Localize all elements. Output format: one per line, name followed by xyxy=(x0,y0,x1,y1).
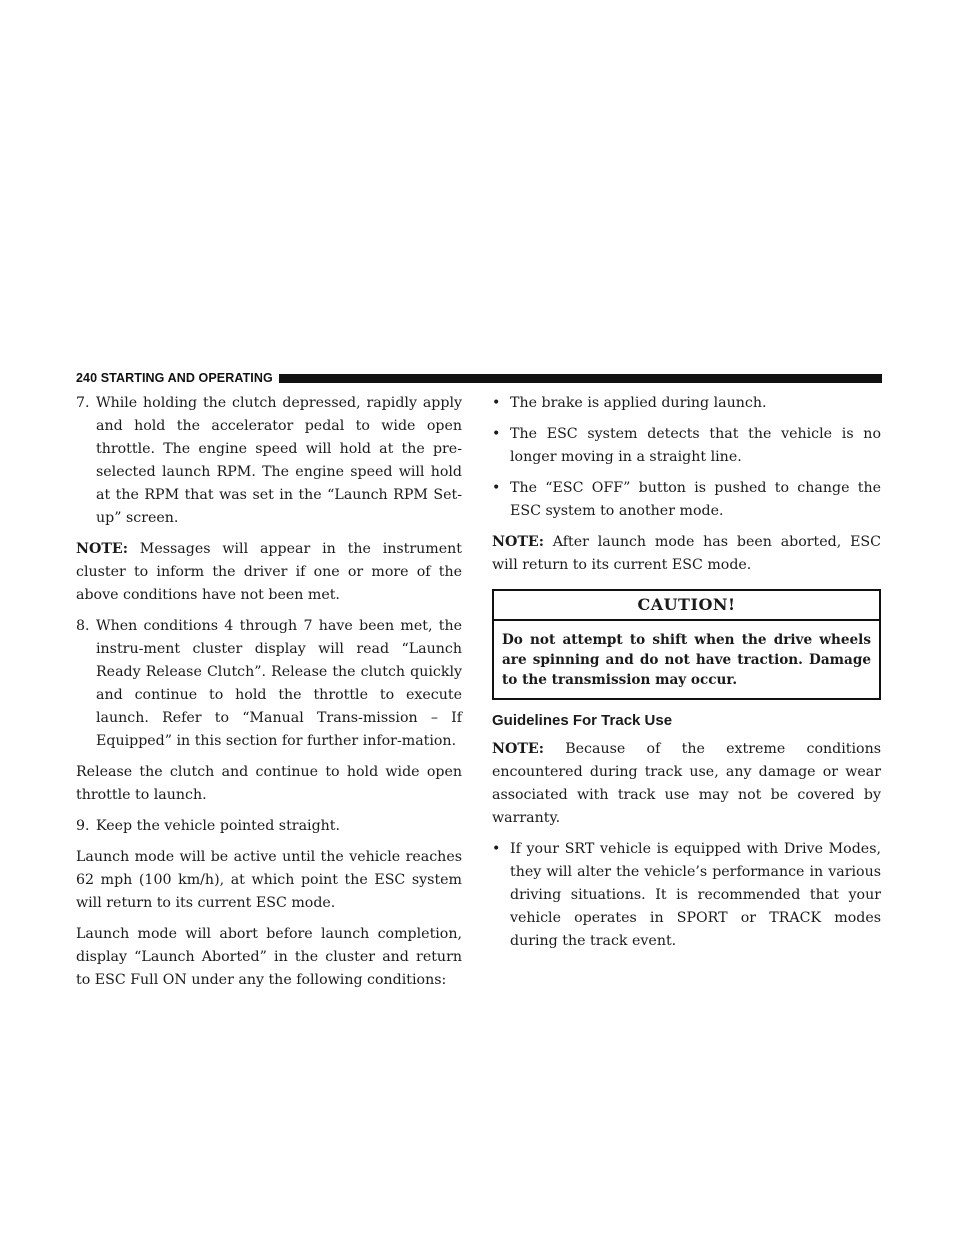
caution-title: CAUTION! xyxy=(494,591,879,621)
header-rule xyxy=(279,374,882,383)
paragraph-release-clutch: Release the clutch and continue to hold wide open throttle to launch. xyxy=(76,764,462,803)
step-text: Keep the vehicle pointed straight. xyxy=(96,818,340,834)
bullet-icon: • xyxy=(492,841,501,857)
list-item-text: If your SRT vehicle is equipped with Drive Modes, they will alter the vehicle’s performance in various driving situations. It is recommended that your vehicle operates in SPORT or TRACK modes during the track event. xyxy=(510,841,881,949)
note-label: NOTE: xyxy=(492,534,544,550)
step-number: 8. xyxy=(76,618,90,634)
note-label: NOTE: xyxy=(76,541,128,557)
step-number: 9. xyxy=(76,818,90,834)
note-paragraph xyxy=(76,538,462,607)
bullet-icon: • xyxy=(492,395,501,411)
step-9 xyxy=(76,815,462,838)
left-column xyxy=(76,392,462,992)
page-header xyxy=(76,370,882,386)
note-text: Messages will appear in the instrument cluster to inform the driver if one or more of the above conditions have not been met. xyxy=(76,541,462,603)
page-number-section-title: 240 STARTING AND OPERATING xyxy=(76,371,273,385)
caution-box xyxy=(492,589,881,700)
right-column xyxy=(492,392,881,953)
caution-text: Do not attempt to shift when the drive wheels are spinning and do not have traction. Damage to the transmission may occur. xyxy=(502,632,871,688)
list-item xyxy=(492,392,881,415)
step-7 xyxy=(76,392,462,530)
bullet-icon: • xyxy=(492,426,501,442)
note-paragraph xyxy=(492,531,881,577)
note-paragraph xyxy=(492,738,881,830)
step-8 xyxy=(76,615,462,753)
step-text: When conditions 4 through 7 have been met, the instru-ment cluster display will read “Launch Ready Release Clutch”. Release the clutch quickly and continue to hold the throttle to execute launch. Refer to “Manual Trans-mission – If Equipped” in this section for further infor-mation. xyxy=(96,618,462,749)
list-item xyxy=(492,423,881,469)
paragraph-launch-active: Launch mode will be active until the vehicle reaches 62 mph (100 km/h), at which point the ESC system will return to its current ESC mode. xyxy=(76,849,462,911)
paragraph-launch-abort: Launch mode will abort before launch completion, display “Launch Aborted” in the cluster and return to ESC Full ON under any the following conditions: xyxy=(76,926,462,988)
bullet-icon: • xyxy=(492,480,501,496)
list-item xyxy=(492,477,881,523)
list-item-text: The brake is applied during launch. xyxy=(510,395,767,411)
note-text: After launch mode has been aborted, ESC will return to its current ESC mode. xyxy=(492,534,881,573)
step-text: While holding the clutch depressed, rapidly apply and hold the accelerator pedal to wide open throttle. The engine speed will hold at the pre-selected launch RPM. The engine speed will hold at the RPM that was set in the “Launch RPM Set-up” screen. xyxy=(96,395,462,526)
note-text: Because of the extreme conditions encountered during track use, any damage or wear associated with track use may not be covered by warranty. xyxy=(492,741,881,826)
list-item xyxy=(492,838,881,953)
section-heading: Guidelines For Track Use xyxy=(492,712,673,729)
list-item-text: The “ESC OFF” button is pushed to change the ESC system to another mode. xyxy=(510,480,881,519)
note-label: NOTE: xyxy=(492,741,544,757)
step-number: 7. xyxy=(76,395,90,411)
list-item-text: The ESC system detects that the vehicle is no longer moving in a straight line. xyxy=(510,426,881,465)
